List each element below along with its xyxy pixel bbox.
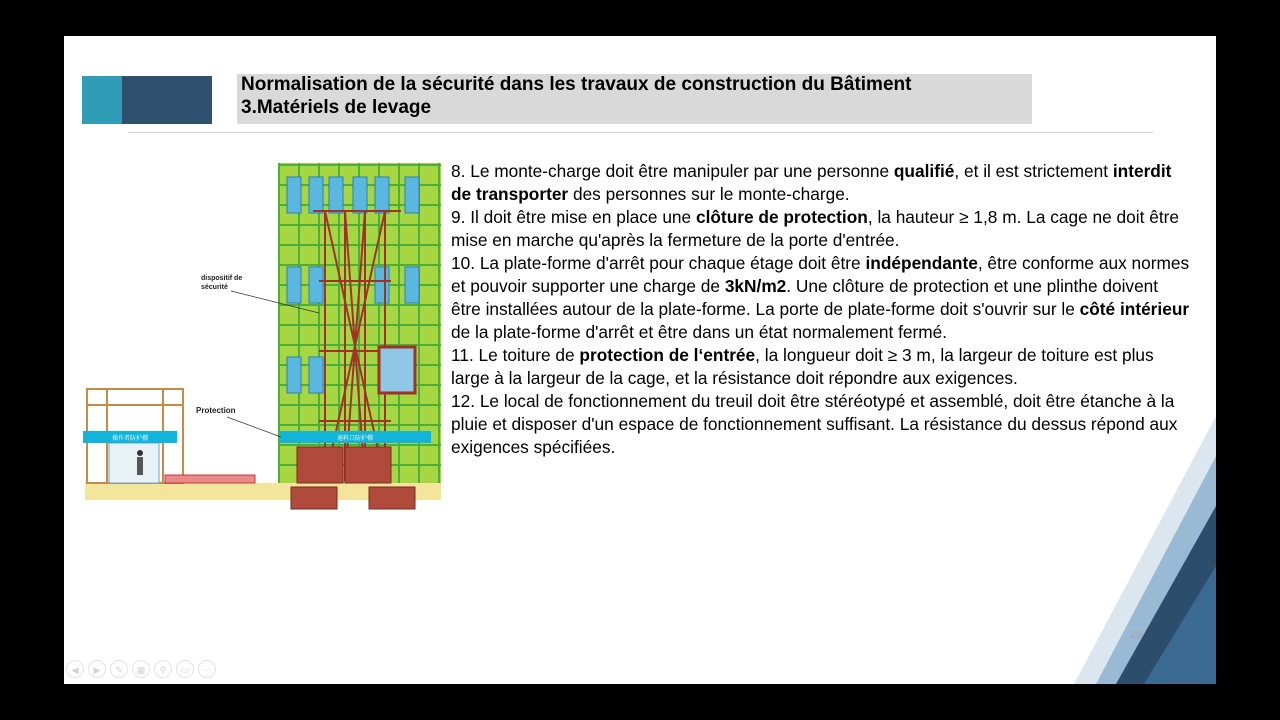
title-divider [128, 132, 1153, 133]
text-span: , la hauteur ≥ 1,8 m. La cage ne doit être mise en marche qu'après la fermeture de la porte d'entrée. [451, 207, 1179, 250]
bold-text: qualifié [893, 161, 955, 181]
label-protection: Protection [196, 406, 236, 415]
subtitles-icon[interactable]: ▭ [176, 660, 194, 678]
title-box [237, 74, 1032, 124]
protection-fence [165, 475, 255, 483]
slides-icon[interactable]: ▦ [132, 660, 150, 678]
accent-block-navy [122, 76, 212, 124]
hoist-cage [379, 347, 415, 393]
bold-text: interdit de transporter [451, 161, 1172, 204]
slide [64, 36, 1216, 684]
text-span: . Une clôture de protection et une plinthe doivent être installées autour de la plate-forme. La porte de plate-forme doit s'ouvrir sur le [451, 276, 1159, 319]
pointer-line-protection [227, 417, 281, 437]
bold-text: côté intérieur [1079, 299, 1190, 319]
prev-button-icon[interactable]: ◀ [66, 660, 84, 678]
zoom-icon[interactable]: ⚲ [154, 660, 172, 678]
corner-decoration [1064, 416, 1216, 684]
page-number: 29 [1130, 629, 1143, 641]
presentation-nav-bar [66, 660, 216, 680]
text-span: 12. Le local de fonctionnement du treuil doit être stéréotypé et assemblé, doit être étanche à la pluie et disposer d'un espace de fonctionnement suffisant. La résistance du dessus répond aux exigences spécifiées. [451, 391, 1178, 457]
sign-left-text: 操作者防护棚 [111, 435, 149, 442]
slide-title: Normalisation de la sécurité dans les travaux de construction du Bâtiment [241, 74, 912, 95]
text-span: de la plate-forme d'arrêt et être dans un état normalement fermé. [451, 322, 948, 342]
rule-item-9 [451, 206, 1191, 252]
text-span: , être conforme aux normes et pouvoir supporter une charge de [451, 253, 1190, 296]
text-span: des personnes sur le monte-charge. [568, 184, 850, 204]
ground-box-right [369, 487, 415, 509]
text-span: 8. Le monte-charge doit être manipuler par une personne [451, 161, 894, 181]
pen-icon[interactable]: ✎ [110, 660, 128, 678]
sign-right-text: 通料口防护棚 [336, 435, 374, 442]
slide-subtitle: 3.Matériels de levage [241, 97, 432, 118]
hoist-base-right [345, 447, 391, 483]
bold-text: 3kN/m2 [724, 276, 787, 296]
label-safety-device-2: sécurité [201, 284, 228, 291]
body-text [451, 160, 1191, 459]
bold-text: clôture de protection [695, 207, 868, 227]
more-icon[interactable]: ⋯ [198, 660, 216, 678]
hoist-illustration [83, 161, 443, 511]
text-span: 11. Le toiture de [451, 345, 580, 365]
text-span: , la longueur doit ≥ 3 m, la largeur de toiture est plus large à la largeur de la cage, et la résistance doit répondre aux exigences. [451, 345, 1154, 388]
next-button-icon[interactable]: ▶ [88, 660, 106, 678]
accent-block-teal [82, 76, 122, 124]
ground-box-left [291, 487, 337, 509]
bold-text: indépendante [865, 253, 978, 273]
text-span: , et il est strictement [954, 161, 1113, 181]
label-safety-device-1: dispositif de [201, 275, 243, 282]
text-span: 10. La plate-forme d'arrêt pour chaque étage doit être [451, 253, 866, 273]
rule-item-11 [451, 344, 1191, 390]
bold-text: protection de l‘entrée [579, 345, 756, 365]
rule-item-8 [451, 160, 1191, 206]
text-span: 9. Il doit être mise en place une [451, 207, 696, 227]
hoist-base-left [297, 447, 343, 483]
rule-item-10 [451, 252, 1191, 344]
